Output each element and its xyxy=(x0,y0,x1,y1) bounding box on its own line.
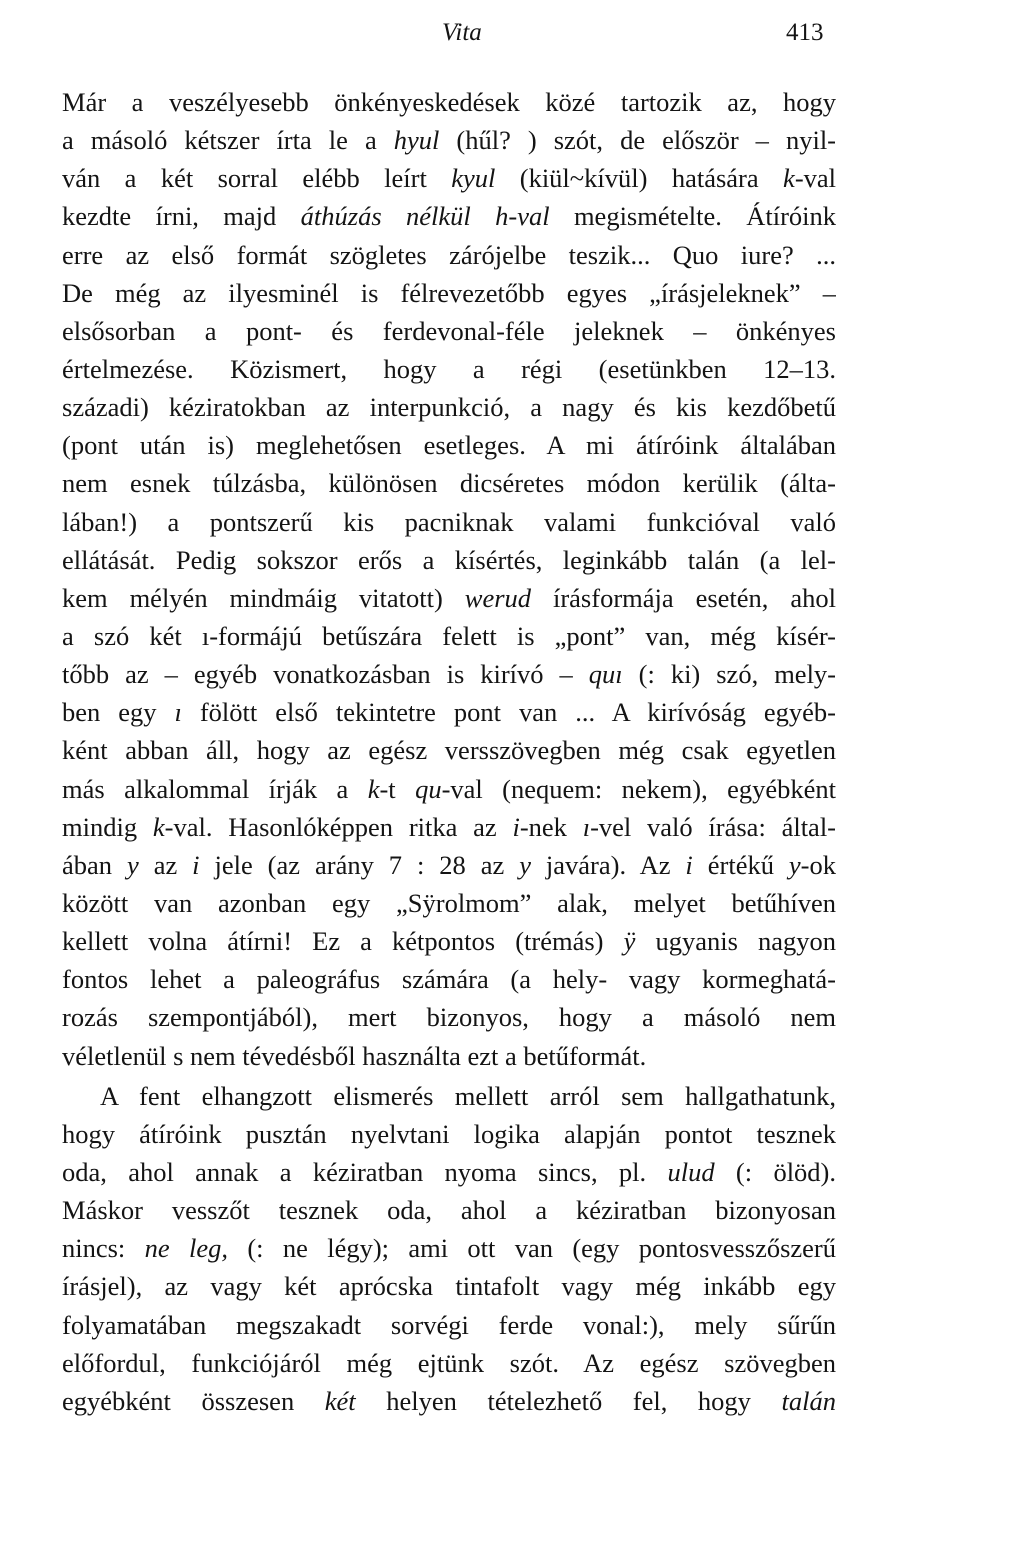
italic-text: k xyxy=(152,811,165,842)
italic-text: qu xyxy=(415,773,442,804)
text-line xyxy=(62,541,836,579)
text-line xyxy=(62,236,836,274)
text-run: javára). Az xyxy=(530,849,686,880)
text-run: hogy átíróink pusztán nyelvtani logika alapján pontot tesznek xyxy=(62,1118,836,1149)
text-run: nincs: xyxy=(62,1233,145,1264)
text-run: (: ne légy); ami ott van (egy pontosvesszőszerű xyxy=(228,1233,836,1264)
text-run: rozás szempontjából), mert bizonyos, hogy a másoló nem xyxy=(62,1002,836,1033)
italic-text: werud xyxy=(464,582,532,613)
text-run: előfordul, funkciójáról még ejtünk szót. Az egész szövegben xyxy=(62,1347,836,1378)
text-run: elsősorban a pont- és ferdevonal-féle jeleknek – önkényes xyxy=(62,315,836,346)
text-run: -val xyxy=(794,163,836,194)
text-run: oda, ahol annak a kéziratban nyoma sincs, pl. xyxy=(62,1156,668,1187)
text-run: fontos lehet a paleográfus számára (a hely- vagy kormeghatá- xyxy=(62,964,836,995)
italic-text: k xyxy=(367,773,380,804)
text-line xyxy=(62,1229,836,1267)
text-run: egyébként összesen xyxy=(62,1385,325,1416)
text-run: ellátását. Pedig sokszor erős a kísértés, leginkább talán (a lel- xyxy=(62,544,836,575)
text-run: (: ölöd). xyxy=(714,1156,836,1187)
text-run: írásformája esetén, ahol xyxy=(531,582,836,613)
text-run: nem esnek túlzásba, különösen dicséretes módon kerülik (álta- xyxy=(62,468,836,499)
text-run: -vel való írása: által- xyxy=(590,811,836,842)
italic-text: i xyxy=(192,849,200,880)
text-run: ben egy xyxy=(62,697,175,728)
italic-text: áthúzás nélkül h-val xyxy=(300,201,550,232)
text-line xyxy=(62,655,836,693)
italic-text: két xyxy=(324,1385,356,1416)
text-line xyxy=(62,503,836,541)
text-line xyxy=(62,1037,836,1075)
text-run: a másoló kétszer írta le a xyxy=(62,125,394,156)
italic-text: ı xyxy=(582,811,591,842)
text-line xyxy=(62,579,836,617)
text-line xyxy=(62,350,836,388)
italic-text: y xyxy=(788,849,801,880)
text-run: értékű xyxy=(692,849,789,880)
italic-text: y xyxy=(126,849,139,880)
text-run: -val (nequem: nekem), egyébként xyxy=(441,773,836,804)
text-run: más alkalommal írják a xyxy=(62,773,368,804)
running-title: Vita xyxy=(442,19,482,46)
italic-text: hyul xyxy=(393,125,440,156)
text-line xyxy=(62,426,836,464)
text-line xyxy=(62,83,836,121)
text-line xyxy=(62,998,836,1036)
text-run: lában!) a pontszerű kis pacniknak valami funkcióval való xyxy=(62,506,836,537)
text-line xyxy=(62,1344,836,1382)
text-line xyxy=(62,1267,836,1305)
text-line xyxy=(62,1191,836,1229)
text-line xyxy=(62,464,836,502)
italic-text: y xyxy=(519,849,531,880)
text-line xyxy=(62,884,836,922)
italic-text: ne leg, xyxy=(144,1233,228,1264)
text-run: -nek xyxy=(519,811,583,842)
text-run: (kiül~kívül) hatására xyxy=(495,163,784,194)
text-line xyxy=(62,846,836,884)
text-line xyxy=(62,1153,836,1191)
text-run: Már a veszélyesebb önkényeskedések közé tartozik az, hogy xyxy=(62,87,836,117)
text-run: (hűl? ) szót, de először – nyil- xyxy=(439,125,836,156)
text-line xyxy=(62,1077,836,1115)
italic-text: kyul xyxy=(451,163,496,194)
text-run: a szó két ı-formájú betűszára felett is „pont” van, még kísér- xyxy=(62,620,836,651)
text-run: -t xyxy=(379,773,416,804)
text-line xyxy=(62,960,836,998)
text-run: mindig xyxy=(62,811,153,842)
italic-text: ulud xyxy=(667,1156,715,1187)
text-run: helyen tételezhető fel, hogy xyxy=(355,1385,782,1416)
text-run: erre az első formát szögletes zárójelbe teszik... Quo iure? ... xyxy=(62,239,836,270)
text-run: (pont után is) meglehetősen esetleges. A mi átíróink általában xyxy=(62,430,836,461)
text-run: ván a két sorral elébb leírt xyxy=(62,163,452,194)
text-line xyxy=(62,312,836,350)
text-line xyxy=(62,388,836,426)
italic-text: talán xyxy=(781,1385,836,1416)
text-line xyxy=(62,808,836,846)
text-run: megismételte. Átíróink xyxy=(549,201,836,232)
text-line xyxy=(62,159,836,197)
paragraph xyxy=(62,83,836,1075)
text-line xyxy=(62,274,836,312)
italic-text: i xyxy=(512,811,520,842)
text-line xyxy=(62,1306,836,1344)
text-run: az xyxy=(138,849,193,880)
text-line xyxy=(62,731,836,769)
text-run: jele (az arány 7 : 28 az xyxy=(199,849,520,880)
italic-text: k xyxy=(783,163,795,194)
text-run: folyamatában megszakadt sorvégi ferde vonal:), mely sűrűn xyxy=(62,1309,836,1340)
text-run: Máskor vesszőt tesznek oda, ahol a kéziratban bizonyosan xyxy=(62,1195,836,1226)
body-text xyxy=(62,83,836,1420)
text-run: véletlenül s nem tévedésből használta ezt a betűformát. xyxy=(62,1040,647,1071)
text-line xyxy=(62,1115,836,1153)
italic-text: ÿ xyxy=(623,926,636,957)
text-run: -val. Hasonlóképpen ritka az xyxy=(164,811,513,842)
text-run: ként abban áll, hogy az egész versszövegben még csak egyetlen xyxy=(62,735,836,766)
text-run: fölött első tekintetre pont van ... A kirívóság egyéb- xyxy=(181,697,836,728)
page-header xyxy=(0,18,1024,50)
text-line xyxy=(62,922,836,960)
text-run: tőbb az – egyéb vonatkozásban is kirívó – xyxy=(62,659,589,690)
text-run: kem mélyén mindmáig vitatott) xyxy=(62,582,465,613)
page-number: 413 xyxy=(786,19,824,46)
paragraph xyxy=(62,1077,836,1420)
text-run: ában xyxy=(62,849,127,880)
text-run: kellett volna átírni! Ez a kétpontos (trémás) xyxy=(62,926,624,957)
text-run: kezdte írni, majd xyxy=(62,201,301,232)
text-line xyxy=(62,1382,836,1420)
text-run: írásjel), az vagy két aprócska tintafolt vagy még inkább egy xyxy=(62,1271,836,1302)
text-run: ugyanis nagyon xyxy=(635,926,836,957)
italic-text: i xyxy=(685,849,693,880)
text-line xyxy=(62,121,836,159)
text-run: századi) kéziratokban az interpunkció, a nagy és kis kezdőbetű xyxy=(62,392,836,423)
text-line xyxy=(62,693,836,731)
italic-text: ı xyxy=(174,697,182,728)
text-line xyxy=(62,197,836,235)
text-run: értelmezése. Közismert, hogy a régi (esetünkben 12–13. xyxy=(62,353,836,384)
italic-text: quı xyxy=(588,659,623,690)
text-run: (: ki) szó, mely- xyxy=(622,659,836,690)
text-run: A fent elhangzott elismerés mellett arról sem hallgathatunk, xyxy=(100,1080,836,1111)
text-run: -ok xyxy=(800,849,836,880)
text-run: De még az ilyesminél is félrevezetőbb egyes „írásjeleknek” – xyxy=(62,277,836,308)
text-run: között van azonban egy „Sÿrolmom” alak, melyet betűhíven xyxy=(62,887,836,918)
text-line xyxy=(62,770,836,808)
text-line xyxy=(62,617,836,655)
